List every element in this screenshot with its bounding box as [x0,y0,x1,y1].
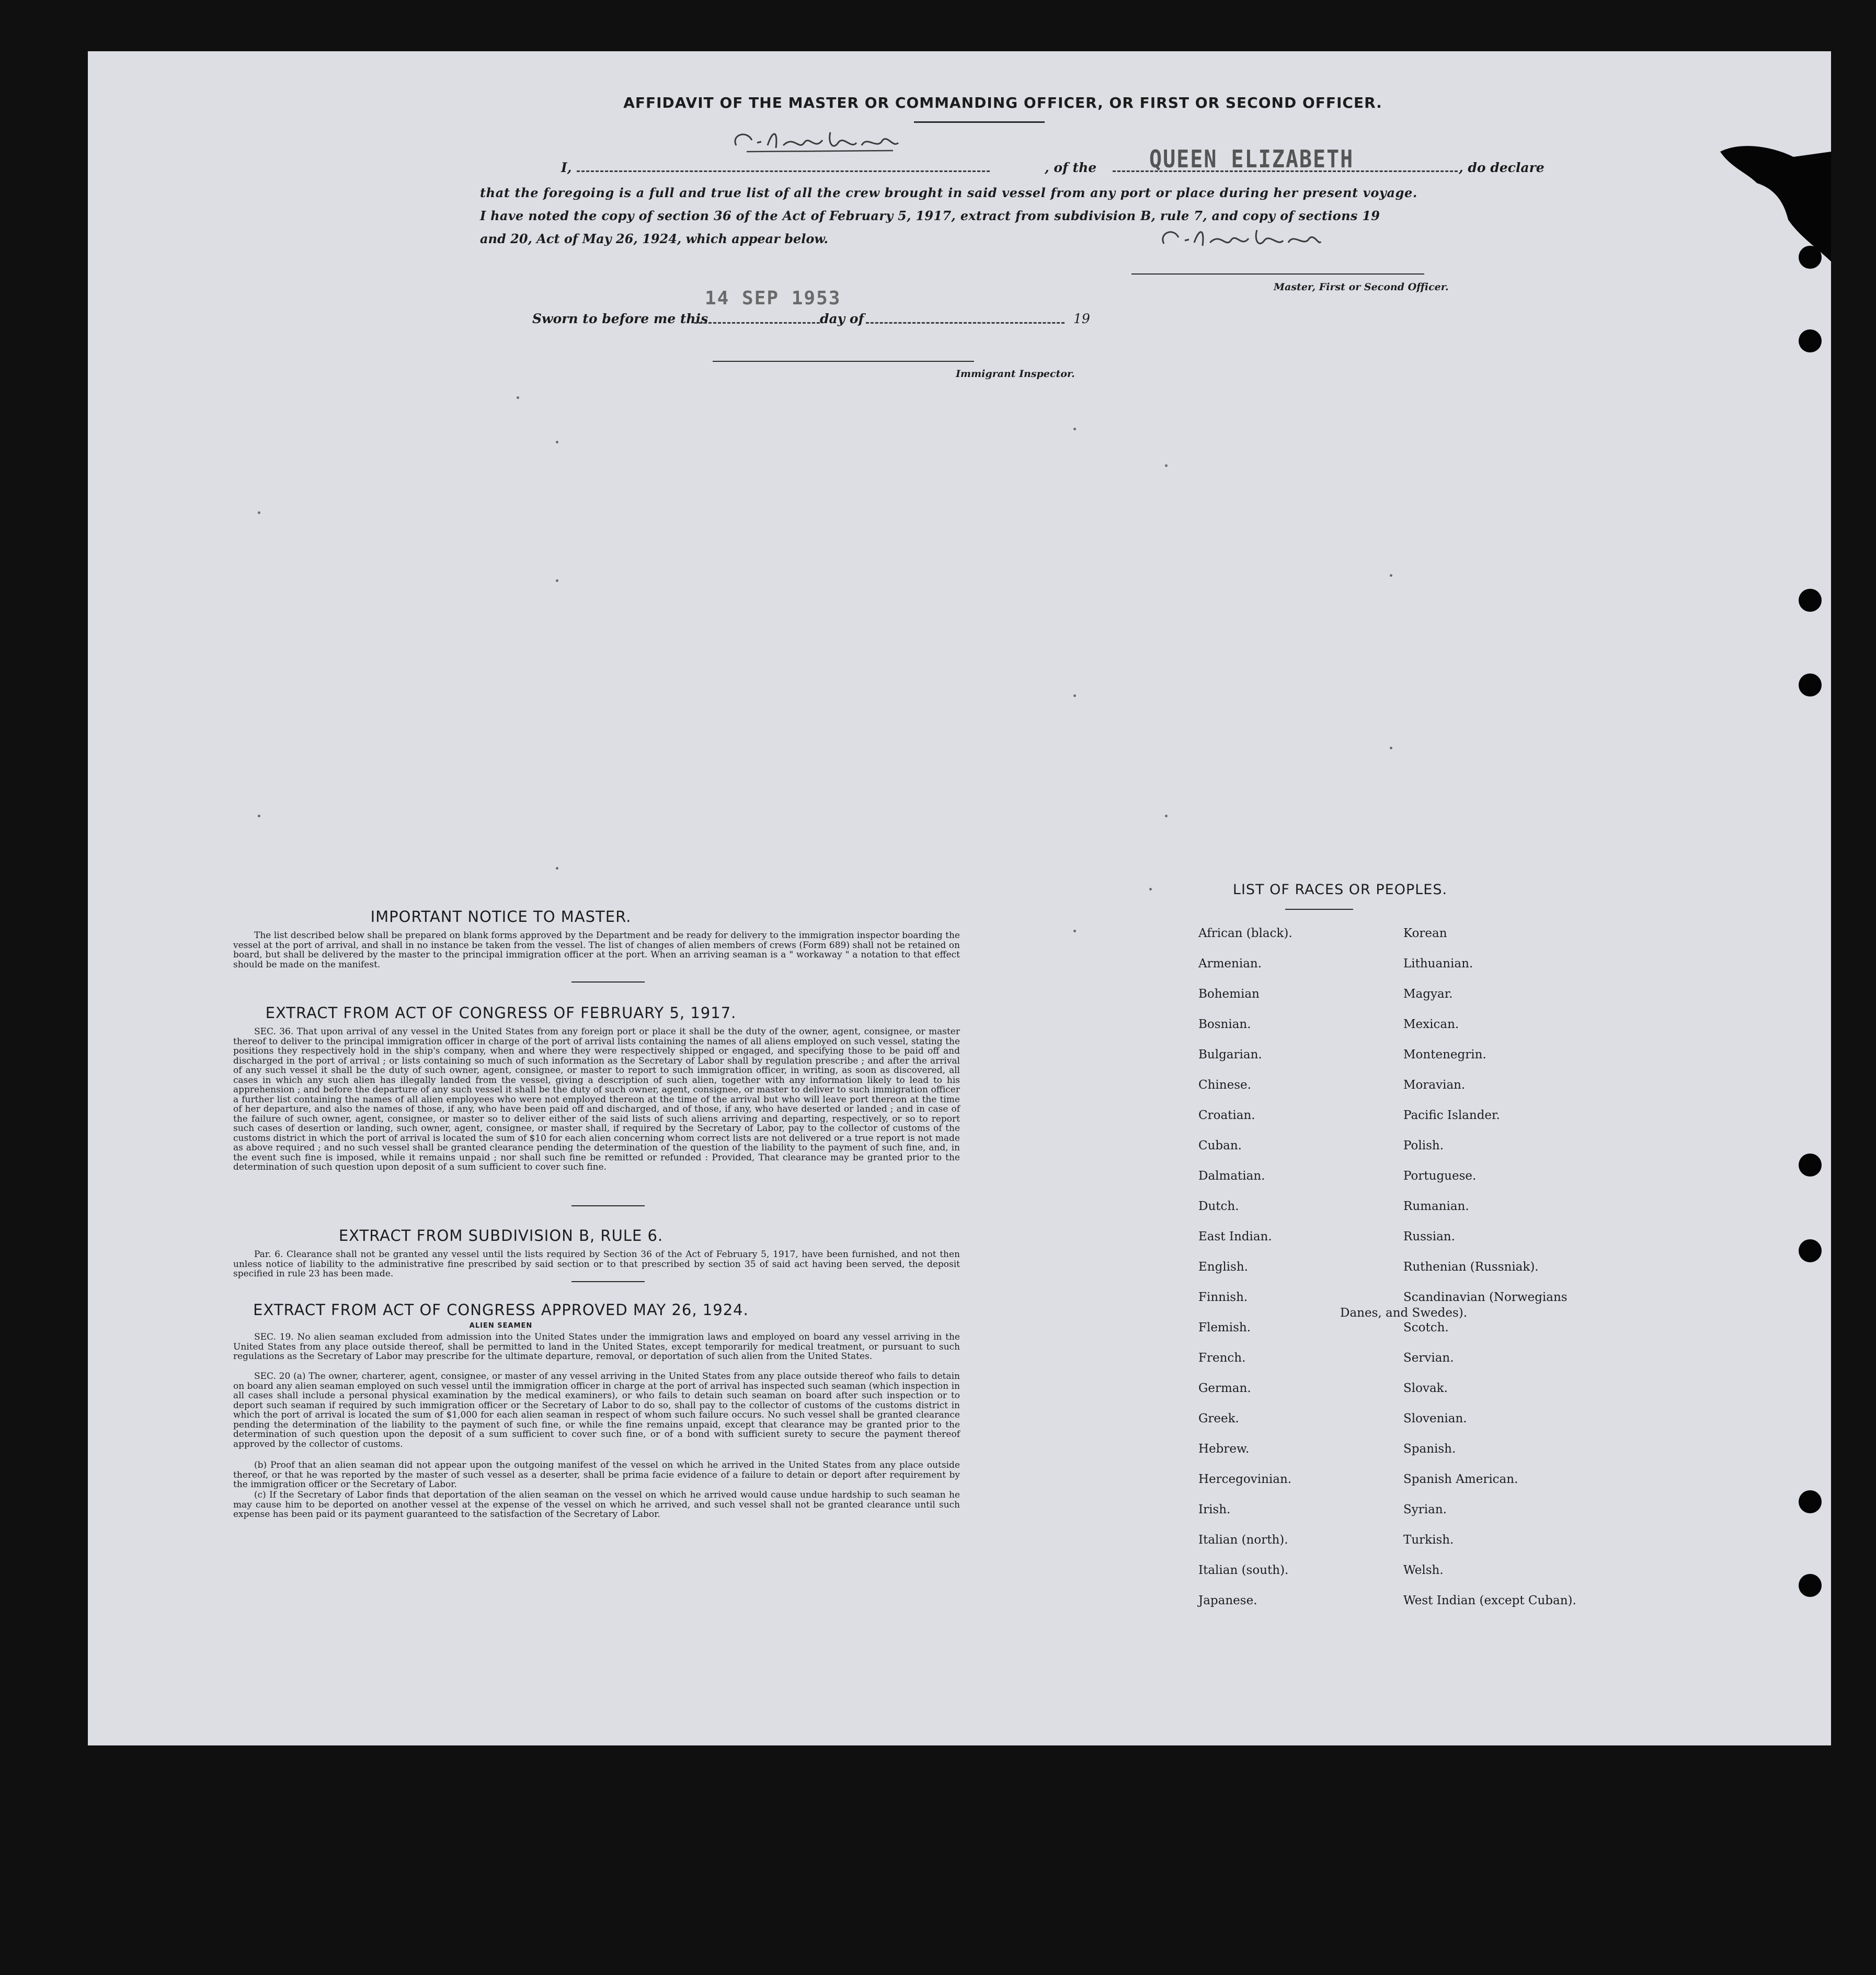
race-item: Welsh. [1403,1563,1444,1577]
affidavit-body-line-2: I have noted the copy of section 36 of the Act of February 5, 1917, extract from subdivision B, rule 7, and copy of sections 19 [480,208,1380,223]
race-item: Polish. [1403,1139,1444,1152]
subdivision-b-underline [571,1281,645,1282]
races-title: LIST OF RACES OR PEOPLES. [1232,882,1448,898]
races-title-underline [1285,909,1353,910]
day-of-label: day of [820,311,864,326]
speck [556,441,558,443]
race-item: West Indian (except Cuban). [1403,1594,1576,1607]
race-item: Greek. [1198,1412,1239,1425]
punch-hole [1799,329,1822,352]
extract-1917-text: SEC. 36. That upon arrival of any vessel in the United States from any foreign port or place it shall be the duty of the owner, agent, consignee, or master thereof to deliver to the principal immigration officer in charge of the port of arrival lists containing the names of all aliens employed on such vessel, stating the positions they respectively hold in the ship's company, when and where they were respectively shipped or engaged, and specifying those to be paid off and discharged in the port of arrival ; or lists containing so much of such information as the Secretary of Labor shall by regulation prescribe ; and after the arrival of any such vessel it shall be the duty of such owner, agent, consignee, or master to report to such immigration officer, in writing, as soon as discovered, all cases in which any such alien has illegally landed from the vessel, giving a description of such alien, together with any information likely to lead to his apprehension ; and before the departure of any such vessel it shall be the duty of such owner, agent, consignee, or master to deliver to such immigration officer a further list containing the names of all alien employees who were not employed thereon at the time of the arrival but who will leave port thereon at the time of her departure, and also the names of those, if any, who have been paid off and discharged, and of those, if any, who have deserted or landed ; and in case of the failure of such owner, agent, consignee, or master so to deliver either of the said lists of such aliens arriving and departing, respectively, or so to report such cases of desertion or landing, such owner, agent, consignee, or master shall, if required by the Secretary of Labor, pay to the collector of customs of the customs district in which the port of arrival is located the sum of $10 for each alien concerning whom correct lists are not delivered or a true report is not made as above required ; and no such vessel shall be granted clearance pending the determination of the question of the liability to the payment of such fine, and, in the event such fine is imposed, while it remains unpaid ; nor shall such fine be remitted or refunded : Provided, That clearance may be granted prior to the determination of such question upon deposit of a sum sufficient to cover such fine. [233,1026,960,1172]
race-item: Irish. [1198,1503,1231,1516]
race-item: French. [1198,1351,1246,1365]
race-item: Moravian. [1403,1078,1466,1092]
notice-text: The list described below shall be prepared on blank forms approved by the Department and be ready for delivery to the immigration inspector boarding the vessel at the port of arrival, and shall in no instance be taken from the vessel. The list of changes of alien members of crews (Form 689) shall not be retained on board, but shall be delivered by the master to the principal immigration officer at the port. When an arriving seaman is a " workaway " a notation to that effect should be made on the manifest. [233,930,960,970]
notice-underline [571,981,645,983]
race-item: Lithuanian. [1403,957,1473,971]
race-item: German. [1198,1382,1251,1395]
race-item: Russian. [1403,1230,1455,1243]
affidavit-body-line-3: and 20, Act of May 26, 1924, which appear below. [480,231,828,246]
extract-1924-sec20c: (c) If the Secretary of Labor finds that deportation of the alien seaman on the vessel on which he arrived would cause undue hardship to such seaman he may cause him to be deported on another vessel at the expense of the vessel on which he arrived, and such vessel shall not be granted clearance until such expense has been paid or its payment guaranteed to the satisfaction of the Secretary of Labor. [233,1490,960,1520]
master-signature [1154,218,1322,259]
race-item: Italian (south). [1198,1563,1289,1577]
inspector-caption: Immigrant Inspector. [956,368,1075,380]
race-item: African (black). [1198,927,1292,940]
of-the-label: , of the [1045,160,1097,175]
sworn-month-line [866,322,1065,324]
race-item: Rumanian. [1403,1200,1469,1213]
affidavit-body-line-1: that the foregoing is a full and true list of all the crew brought in said vessel from any port or place during her present voyage. [480,185,1417,200]
race-item: Armenian. [1198,957,1262,971]
race-item: Slovak. [1403,1382,1448,1395]
speck [1073,694,1076,697]
race-item: Montenegrin. [1403,1048,1486,1061]
speck [1390,574,1392,577]
speck [258,815,260,817]
race-item: Scotch. [1403,1321,1449,1334]
race-item: Spanish. [1403,1442,1456,1456]
race-item: Scandinavian (Norwegians [1403,1291,1568,1304]
race-item: Hercegovinian. [1198,1472,1292,1486]
race-item: Mexican. [1403,1018,1459,1031]
i-label: I, [561,160,572,175]
race-item: Chinese. [1198,1078,1251,1092]
speck [556,867,558,870]
vessel-line [1113,170,1458,172]
master-signature-line [1131,273,1424,275]
race-item: Magyar. [1403,987,1453,1001]
race-item: East Indian. [1198,1230,1272,1243]
race-item: Japanese. [1198,1594,1257,1607]
torn-corner [1710,141,1835,267]
race-right-continuation: Danes, and Swedes). [1340,1306,1468,1320]
race-item: Korean [1403,927,1447,940]
punch-hole [1799,1154,1822,1177]
race-item: Servian. [1403,1351,1454,1365]
master-caption: Master, First or Second Officer. [1274,281,1449,293]
speck [1165,815,1168,817]
speck [1073,930,1076,932]
title-underline [914,121,1045,123]
race-item: Cuban. [1198,1139,1242,1152]
subdivision-b-title: EXTRACT FROM SUBDIVISION B, RULE 6. [338,1227,664,1245]
year-prefix: 19 [1073,311,1090,326]
speck [1073,428,1076,430]
do-declare-label: , do declare [1459,160,1545,175]
race-item: Flemish. [1198,1321,1251,1334]
race-item: Spanish American. [1403,1472,1518,1486]
document-page [88,51,1831,1745]
extract-1917-title: EXTRACT FROM ACT OF CONGRESS OF FEBRUARY 5, 1917. [265,1004,737,1022]
race-item: Croatian. [1198,1109,1255,1122]
name-line [577,170,990,172]
extract-1924-sec19: SEC. 19. No alien seaman excluded from admission into the United States under the immigration laws and employed on board any vessel arriving in the United States from any place outside thereof, shall be permitted to land in the United States, except temporarily for medical treatment, or pursuant to such regulations as the Secretary of Labor may prescribe for the ultimate departure, removal, or deportation of such alien from the United States. [233,1332,960,1362]
punch-hole [1799,1574,1822,1597]
race-item: Turkish. [1403,1533,1454,1547]
race-item: Bosnian. [1198,1018,1251,1031]
race-item: English. [1198,1260,1248,1274]
notice-title: IMPORTANT NOTICE TO MASTER. [370,908,632,926]
race-item: Finnish. [1198,1291,1248,1304]
speck [1149,888,1152,891]
sworn-day-line [694,322,820,324]
race-item: Pacific Islander. [1403,1109,1500,1122]
speck [1165,464,1168,467]
race-item: Ruthenian (Russniak). [1403,1260,1539,1274]
punch-hole [1799,1239,1822,1262]
race-item: Slovenian. [1403,1412,1467,1425]
race-item: Syrian. [1403,1503,1447,1516]
speck [258,511,260,514]
race-item: Hebrew. [1198,1442,1250,1456]
extract-1924-sec20a: SEC. 20 (a) The owner, charterer, agent, consignee, or master of any vessel arriving in the United States from any place outside thereof who fails to detain on board any alien seaman employed on such vessel until the immigration officer in charge at the port of arrival has inspected such seaman (which inspection in all cases shall include a personal physical examination by the medical examiners), or who fails to detain such seaman on board after such inspection or to deport such seaman if required by such immigration officer or the Secretary of Labor to do so, shall pay to the collector of customs of the customs district in which the port of arrival is located the sum of $1,000 for each alien seaman in respect of whom such failure occurs. No such vessel shall be granted clearance pending the determination of the liability to the payment of such fine, or while the fine remains unpaid, except that clearance may be granted prior to the determination of such question upon the deposit of a sum sufficient to cover such fine, or of a bond with sufficient surety to secure the payment thereof approved by the collector of customs. [233,1371,960,1449]
speck [517,396,519,399]
extract-1924-sec20b: (b) Proof that an alien seaman did not appear upon the outgoing manifest of the vessel on which he arrived in the United States from any place outside thereof, or that he was reported by the master of such vessel as a deserter, shall be prima facie evidence of a failure to detain or deport after requirement by the immigration officer or the Secretary of Labor. [233,1460,960,1490]
affidavit-title: AFFIDAVIT OF THE MASTER OR COMMANDING OFFICER, OR FIRST OR SECOND OFFICER. [623,94,1382,111]
race-item: Bohemian [1198,987,1260,1001]
race-item: Dalmatian. [1198,1169,1265,1183]
punch-hole [1799,589,1822,612]
race-item: Portuguese. [1403,1169,1477,1183]
punch-hole [1799,673,1822,697]
vessel-name-stamp: QUEEN ELIZABETH [1149,145,1354,174]
race-item: Bulgarian. [1198,1048,1262,1061]
speck [556,579,558,582]
speck [1390,747,1392,749]
handwritten-name [726,119,903,161]
extract-1924-title: EXTRACT FROM ACT OF CONGRESS APPROVED MAY 26, 1924. [253,1301,749,1319]
extract-1924-subtitle: ALIEN SEAMEN [469,1322,533,1330]
inspector-signature-line [713,361,974,362]
race-item: Italian (north). [1198,1533,1288,1547]
race-item: Dutch. [1198,1200,1239,1213]
date-stamp: 14 SEP 1953 [705,288,841,309]
punch-hole [1799,1490,1822,1513]
extract-1917-underline [571,1205,645,1206]
subdivision-b-text: Par. 6. Clearance shall not be granted any vessel until the lists required by Section 36 of the Act of February 5, 1917, have been furnished, and not then unless notice of liability to the administrative fine prescribed by said section or to that prescribed by section 35 of said act having been served, the deposit specified in rule 23 has been made. [233,1249,960,1279]
sworn-label: Sworn to before me this [532,311,708,326]
